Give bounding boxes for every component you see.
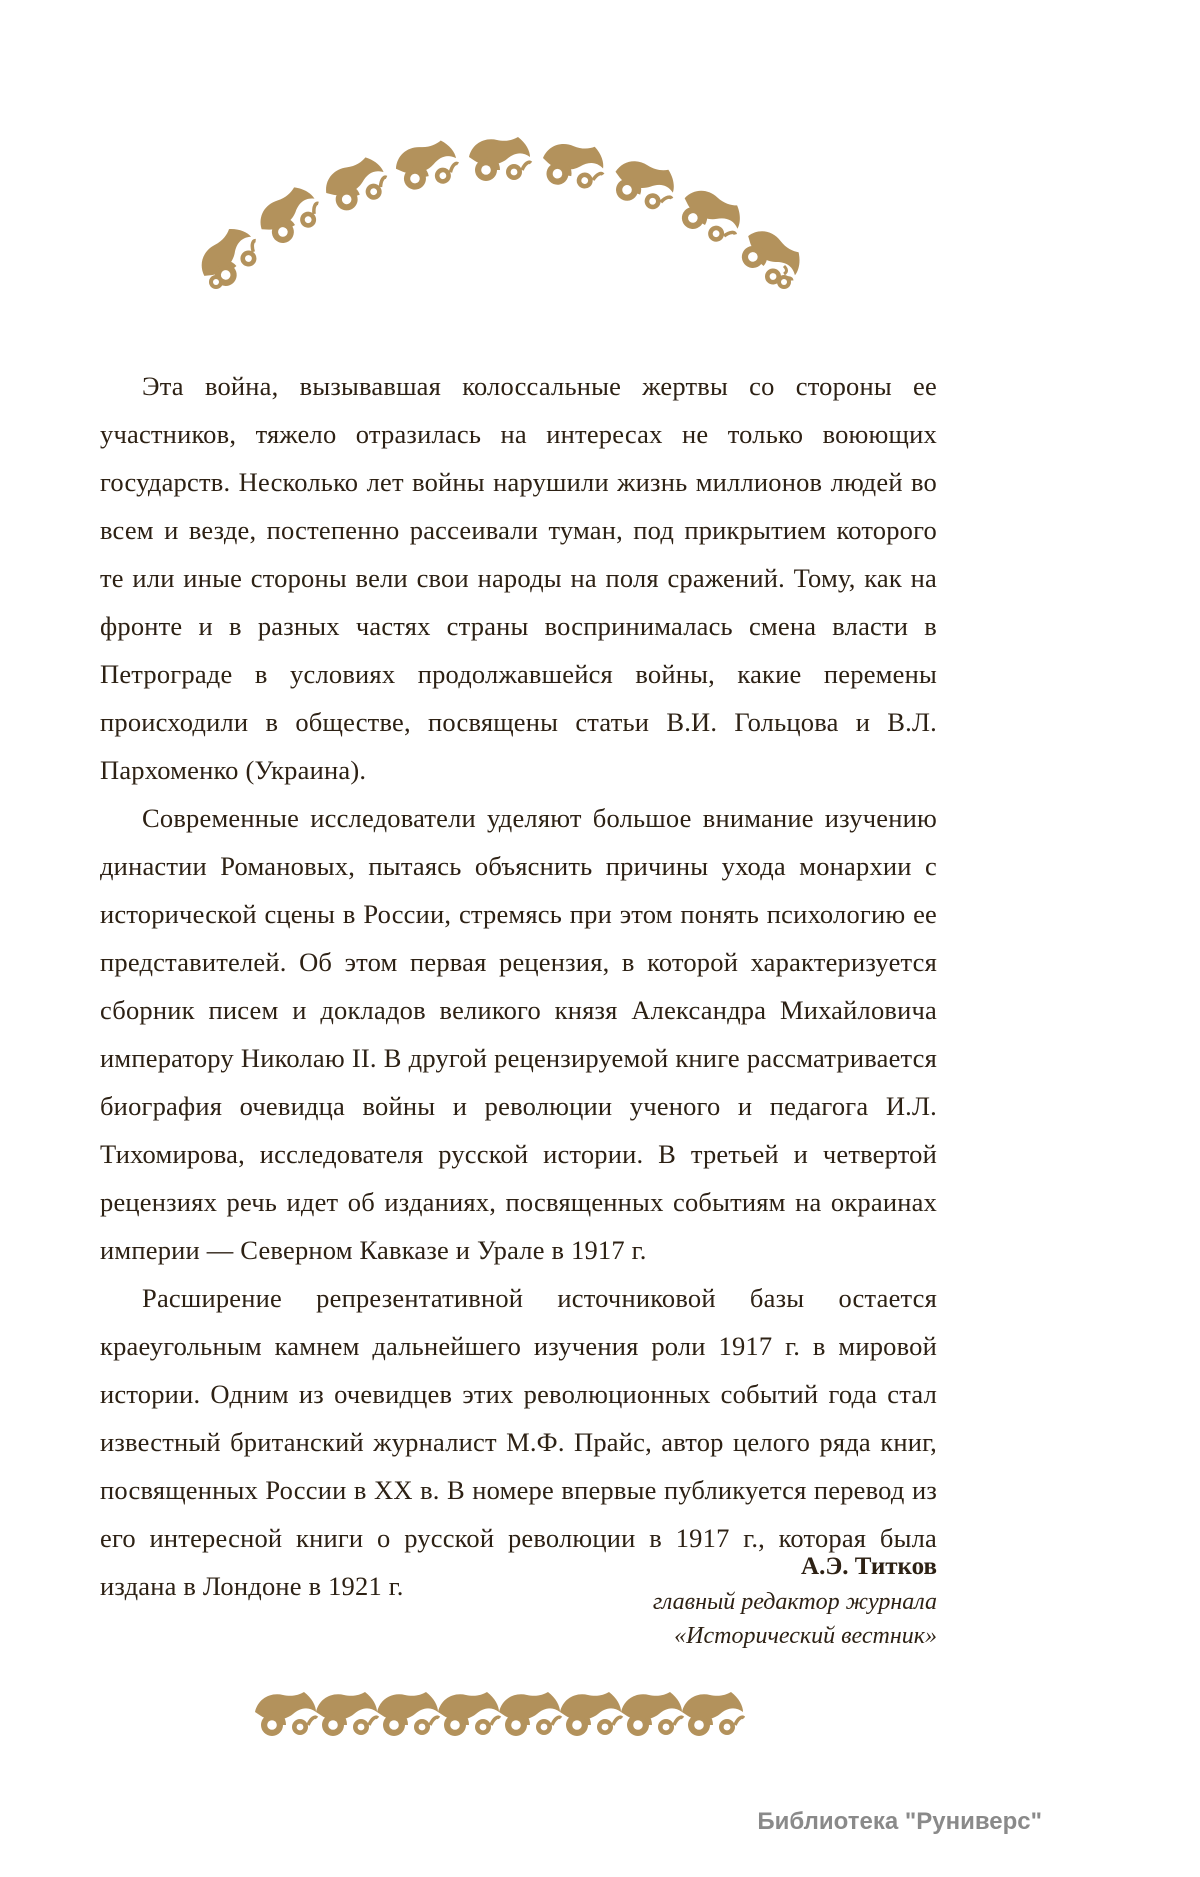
signature-name: А.Э. Титков xyxy=(801,1553,937,1580)
body-text xyxy=(100,362,937,1610)
paragraph-1: Эта война, вызывавшая колоссальные жертвы со стороны ее участников, тяжело отразилась на интересах не только воюющих государств. Несколько лет войны нарушили жизнь миллионов людей во всем и везде, постепенно рассеивали туман, под прикрытием которого те или иные стороны вели свои народы на поля сражений. Тому, как на фронте и в разных частях страны воспринималась смена власти в Петрограде в условиях продолжавшейся войны, какие перемены происходили в обществе, посвящены статьи В.И. Гольцова и В.Л. Пархоменко (Украина). xyxy=(100,371,937,785)
library-watermark: Библиотека "Руниверс" xyxy=(757,1808,1042,1835)
paragraph-2: Современные исследователи уделяют большое внимание изучению династии Романовых, пытаясь объяснить причины ухода монархии с исторической сцены в России, стремясь при этом понять психологию ее представителей. Об этом первая рецензия, в которой характеризуется сборник писем и докладов великого князя Александра Михайловича императору Николаю II. В другой рецензируемой книге рассматривается биография очевидца войны и революции ученого и педагога И.Л. Тихомирова, исследователя русской истории. В третьей и четвертой рецензиях речь идет об изданиях, посвященных событиям на окраинах империи — Северном Кавказе и Урале в 1917 г. xyxy=(100,803,937,1265)
signature-role-line1: главный редактор журнала xyxy=(652,1589,937,1615)
top-ornament-arc-icon xyxy=(180,126,820,301)
bottom-ornament-band-icon xyxy=(255,1688,745,1742)
signature-block xyxy=(100,1549,937,1653)
paragraph-3: Расширение репрезентативной источниковой базы остается краеугольным камнем дальнейшего изучения роли 1917 г. в мировой истории. Одним из очевидцев этих революционных событий года стал известный британский журналист М.Ф. Прайс, автор целого ряда книг, посвященных России в XX в. В номере впервые публикуется перевод из его интересной книги о русской революции в 1917 г., которая была издана в Лондоне в 1921 г. xyxy=(100,1283,937,1601)
signature-role-line2: «Исторический вестник» xyxy=(674,1623,937,1649)
